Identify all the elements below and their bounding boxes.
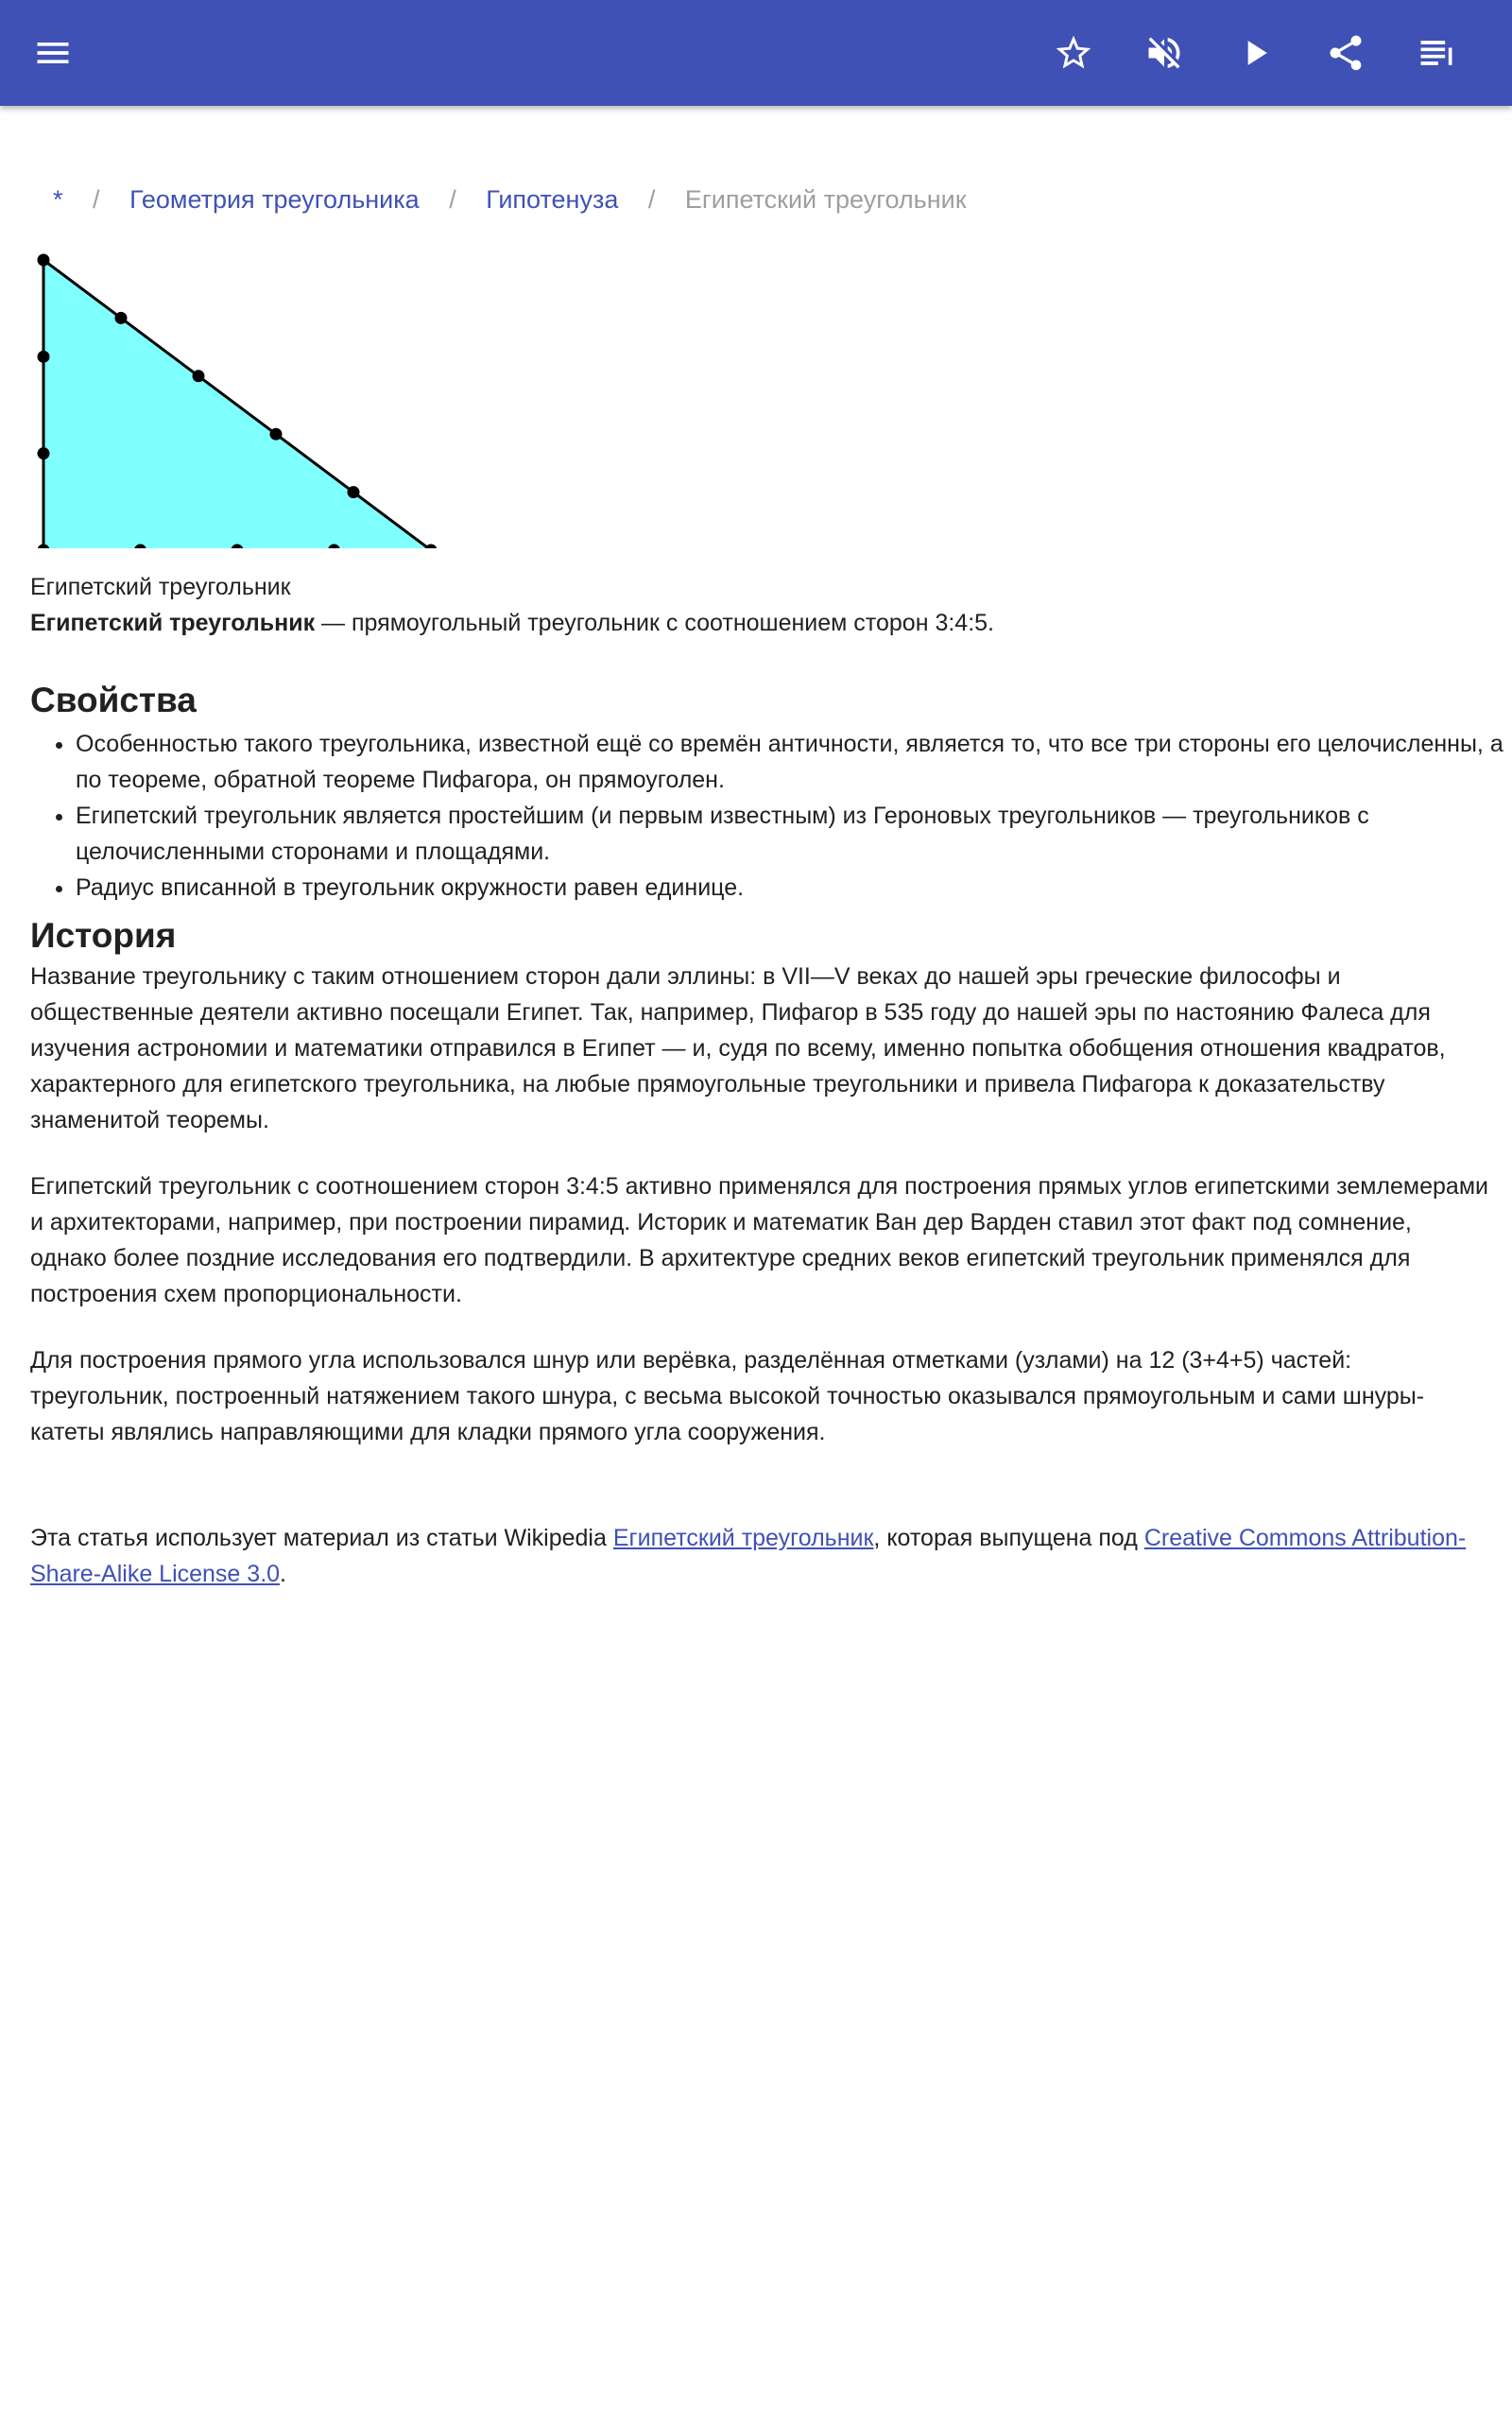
volume-off-icon[interactable] xyxy=(1138,26,1191,79)
history-paragraph: Египетский треугольник с соотношением сторон 3:4:5 активно применялся для построения прямых углов египетскими землемерами и архитекторами, например, при построении пирамид. Историк и математик Ван дер Варден ставил этот факт под сомнение, однако более поздние исследования его подтвердили. В архитектуре средних веков египетский треугольник применялся для построения схем пропорциональности. xyxy=(30,1173,1488,1307)
knot-dot xyxy=(270,428,283,441)
playlist-icon[interactable] xyxy=(1410,26,1463,79)
footer-prefix: Эта статья использует материал из статьи Wikipedia xyxy=(30,1525,613,1551)
properties-list xyxy=(30,726,1512,906)
license-link[interactable]: Creative Commons Attribution-Share-Alike License 3.0 xyxy=(30,1525,1467,1587)
egyptian-triangle-diagram xyxy=(30,246,446,548)
knot-dot xyxy=(193,370,205,382)
intro-paragraph xyxy=(30,605,1504,641)
license-footer xyxy=(30,1520,1490,1592)
history-paragraph: Для построения прямого угла использовался шнур или верёвка, разделённая отметками (узлами) на 12 (3+4+5) частей: треугольник, построенный натяжением такого шнура, с весьма высокой точностью оказывался прямоугольным и сами шнуры-катеты являлись направляющими для кладки прямого угла сооружения. xyxy=(30,1347,1425,1445)
breadcrumb-separator: / xyxy=(647,185,656,214)
wikipedia-article-link[interactable]: Египетский треугольник xyxy=(612,1525,874,1551)
share-icon[interactable] xyxy=(1319,26,1372,79)
star-outline-icon[interactable] xyxy=(1047,26,1100,79)
breadcrumb-current: Египетский треугольник xyxy=(684,185,967,214)
breadcrumb-link-hypotenuse[interactable]: Гипотенуза xyxy=(486,185,619,214)
triangle-shape xyxy=(43,260,431,548)
list-item: • Особенностью такого треугольника, известной ещё со времён античности, является то, что все три стороны его целочисленны, а по теореме, обратной теореме Пифагора, он прямоуголен. xyxy=(76,726,1512,798)
menu-icon[interactable] xyxy=(26,26,79,79)
knot-dot xyxy=(38,447,50,459)
list-item: • Египетский треугольник является простейшим (и первым известным) из Героновых треугольников — треугольников с целочисленными сторонами и площадями. xyxy=(76,798,1512,870)
triangle-figure xyxy=(30,246,446,548)
intro-term: Египетский треугольник xyxy=(30,610,316,636)
knot-dot xyxy=(38,254,50,267)
breadcrumb xyxy=(53,168,967,231)
list-item: • Радиус вписанной в треугольник окружности равен единице. xyxy=(76,870,1512,906)
knot-dot xyxy=(115,312,128,324)
figure-caption: Египетский треугольник xyxy=(30,574,291,600)
knot-dot xyxy=(38,351,50,363)
knot-dot xyxy=(425,544,438,549)
breadcrumb-separator: / xyxy=(93,185,100,214)
intro-definition: — прямоугольный треугольник с соотношением сторон 3:4:5. xyxy=(315,610,994,636)
app-bar xyxy=(0,0,1512,106)
history-paragraph: Название треугольнику с таким отношением сторон дали эллины: в VII—V веках до нашей эры греческие философы и общественные деятели активно посещали Египет. Так, например, Пифагор в 535 году до нашей эры по настоянию Фалеса для изучения астрономии и математики отправился в Египет — и, судя по всему, именно попытка обобщения отношения квадратов, характерного для египетского треугольника, на любые прямоугольные треугольники и привела Пифагора к доказательству знаменитой теоремы. xyxy=(30,963,1446,1133)
history-section xyxy=(30,959,1490,1480)
breadcrumb-link-triangle-geometry[interactable]: Геометрия треугольника xyxy=(129,185,420,214)
knot-dot xyxy=(348,486,360,498)
breadcrumb-separator: / xyxy=(449,185,456,214)
footer-middle: , которая выпущена под xyxy=(873,1525,1144,1551)
breadcrumb-root-link[interactable]: * xyxy=(53,185,63,214)
play-icon[interactable] xyxy=(1228,26,1281,79)
footer-suffix: . xyxy=(280,1561,286,1587)
history-heading: История xyxy=(30,916,177,955)
properties-heading: Свойства xyxy=(30,681,197,719)
